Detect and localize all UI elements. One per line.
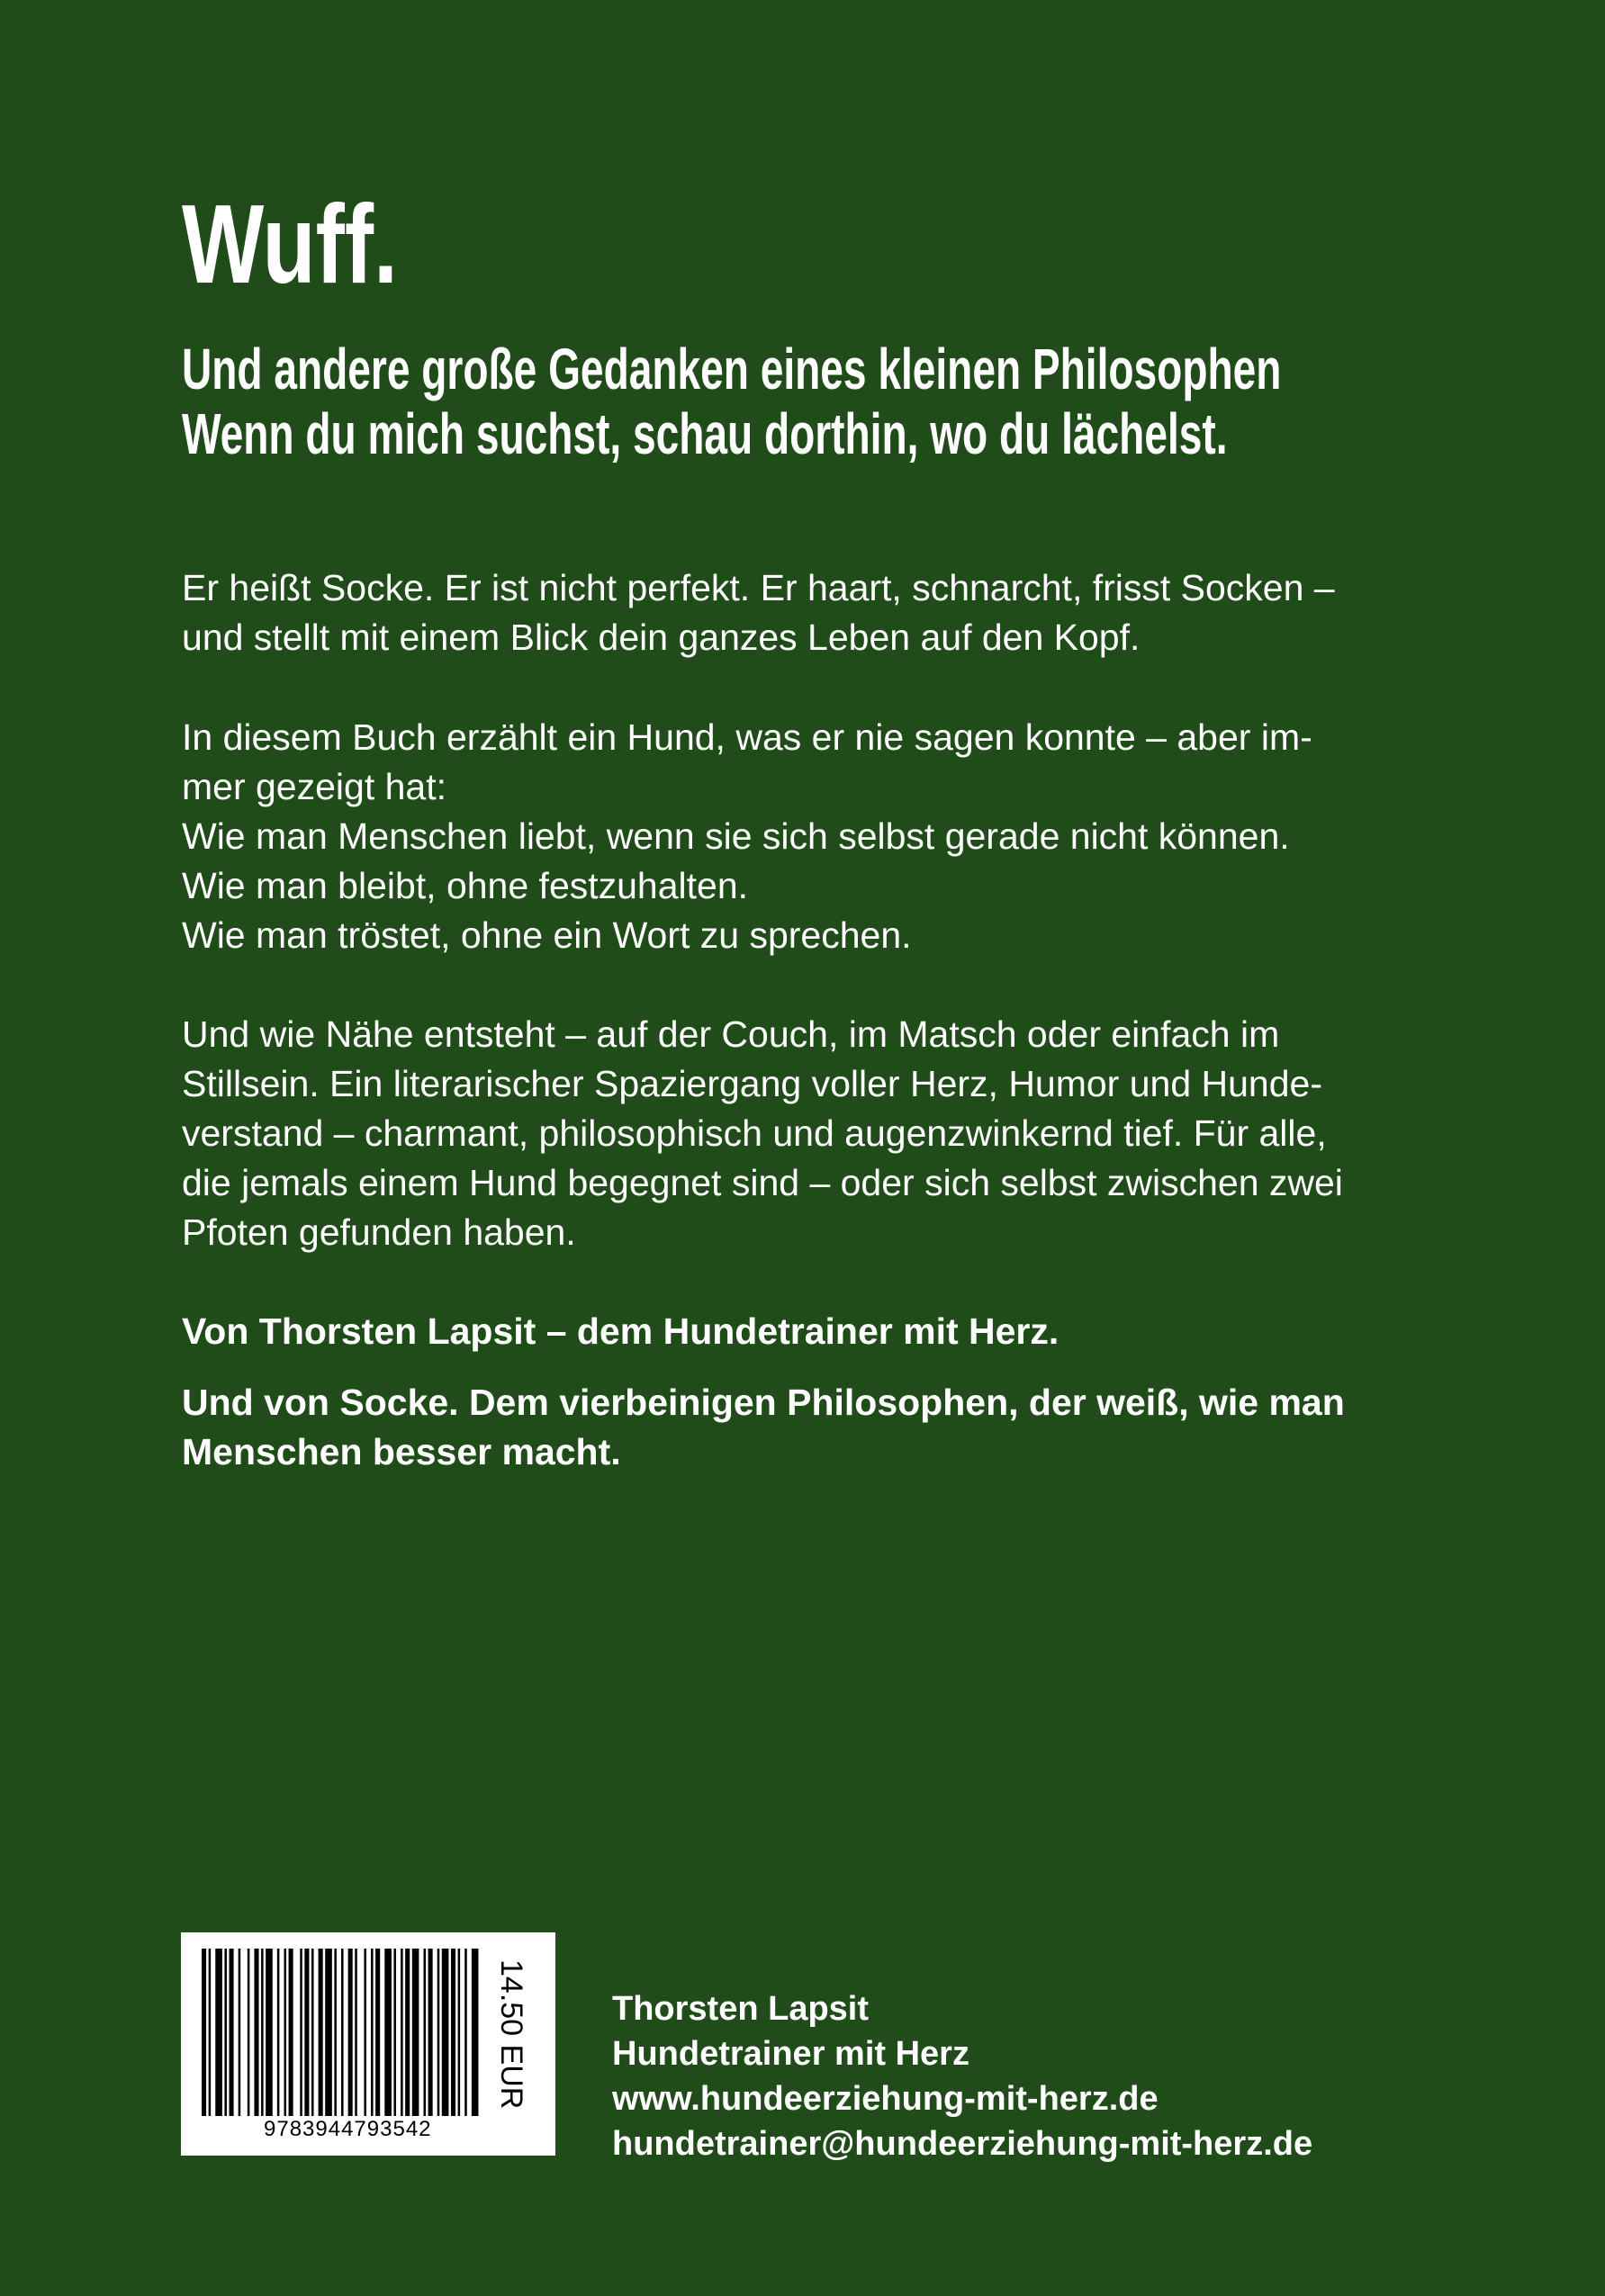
isbn-barcode bbox=[181, 1932, 555, 2156]
contact-email: hundetrainer@hundeerziehung-mit-herz.de bbox=[612, 2125, 1313, 2163]
barcode-bar bbox=[341, 1949, 344, 2116]
blurb-line: Stillsein. Ein literarischer Spaziergang voller Herz, Humor und Hunde- bbox=[182, 1063, 1322, 1104]
barcode-bar bbox=[277, 1949, 280, 2116]
barcode-bar bbox=[254, 1949, 258, 2116]
blurb-line: In diesem Buch erzählt ein Hund, was er nie sagen konnte – aber im- bbox=[182, 716, 1312, 758]
blurb-line: mer gezeigt hat: bbox=[182, 766, 446, 807]
price-label bbox=[496, 1959, 532, 2130]
barcode-bar bbox=[437, 1949, 440, 2116]
barcode-bar bbox=[284, 1949, 286, 2116]
blurb-paragraph-2 bbox=[182, 713, 1460, 960]
blurb-line: Pfoten gefunden haben. bbox=[182, 1211, 576, 1253]
socke-credit-line: Und von Socke. Dem vierbeinigen Philosophen, der weiß, wie man bbox=[182, 1382, 1345, 1423]
blurb-paragraph-1 bbox=[182, 563, 1460, 662]
barcode-bar bbox=[319, 1949, 323, 2116]
book-subtitle: Und andere große Gedanken eines kleinen Philosophen bbox=[182, 337, 1282, 401]
barcode-icon bbox=[202, 1949, 481, 2116]
blurb-line: Und wie Nähe entsteht – auf der Couch, im Matsch oder einfach im bbox=[182, 1013, 1280, 1055]
barcode-bar bbox=[355, 1949, 357, 2116]
barcode-bar bbox=[266, 1949, 273, 2116]
contact-block bbox=[612, 1986, 1312, 2166]
barcode-bar bbox=[472, 1949, 479, 2116]
isbn-number: 9783944793542 bbox=[264, 2117, 432, 2141]
barcode-bar bbox=[423, 1949, 426, 2116]
barcode-bar bbox=[393, 1949, 396, 2116]
barcode-bar bbox=[442, 1949, 449, 2116]
blurb-line: Wie man Menschen liebt, wenn sie sich selbst gerade nicht können. bbox=[182, 815, 1290, 857]
barcode-bar bbox=[428, 1949, 433, 2116]
barcode-bar bbox=[239, 1949, 241, 2116]
blurb-line: Wie man bleibt, ohne festzuhalten. bbox=[182, 865, 749, 906]
socke-credit bbox=[182, 1378, 1460, 1477]
author-credit: Von Thorsten Lapsit – dem Hundetrainer mit Herz. bbox=[182, 1310, 1059, 1352]
barcode-bar bbox=[375, 1949, 380, 2116]
blurb-line: die jemals einem Hund begegnet sind – oder sich selbst zwischen zwei bbox=[182, 1162, 1343, 1203]
contact-name: Thorsten Lapsit bbox=[612, 1990, 870, 2028]
barcode-bar bbox=[371, 1949, 374, 2116]
barcode-bar bbox=[202, 1949, 206, 2116]
barcode-bar bbox=[304, 1949, 309, 2116]
contact-website: www.hundeerziehung-mit-herz.de bbox=[612, 2080, 1159, 2118]
barcode-bar bbox=[405, 1949, 410, 2116]
socke-credit-line: Menschen besser macht. bbox=[182, 1431, 621, 1472]
barcode-bar bbox=[209, 1949, 212, 2116]
blurb-line: Wie man tröstet, ohne ein Wort zu sprechen. bbox=[182, 914, 912, 956]
barcode-bar bbox=[325, 1949, 332, 2116]
book-title: Wuff. bbox=[182, 183, 398, 307]
barcode-bar bbox=[248, 1949, 250, 2116]
blurb-line: verstand – charmant, philosophisch und augenzwinkernd tief. Für alle, bbox=[182, 1112, 1327, 1154]
book-tagline: Wenn du mich suchst, schau dorthin, wo du lächelst. bbox=[182, 401, 1228, 466]
barcode-bar bbox=[401, 1949, 403, 2116]
barcode-bar bbox=[300, 1949, 302, 2116]
barcode-bar bbox=[289, 1949, 293, 2116]
contact-tagline: Hundetrainer mit Herz bbox=[612, 2035, 969, 2073]
barcode-bar bbox=[451, 1949, 455, 2116]
barcode-bar bbox=[215, 1949, 222, 2116]
blurb-line: Er heißt Socke. Er ist nicht perfekt. Er haart, schnarcht, frisst Socken – bbox=[182, 567, 1335, 608]
barcode-bar bbox=[458, 1949, 461, 2116]
price-text: 14.50 EUR bbox=[494, 1959, 528, 2110]
blurb-paragraph-3 bbox=[182, 1010, 1460, 1257]
barcode-bar bbox=[384, 1949, 392, 2116]
barcode-bar bbox=[261, 1949, 264, 2116]
barcode-bar bbox=[229, 1949, 233, 2116]
barcode-bar bbox=[364, 1949, 366, 2116]
barcode-bar bbox=[334, 1949, 337, 2116]
barcode-bar bbox=[412, 1949, 419, 2116]
barcode-bar bbox=[311, 1949, 314, 2116]
barcode-bar bbox=[224, 1949, 227, 2116]
blurb-line: und stellt mit einem Blick dein ganzes Leben auf den Kopf. bbox=[182, 617, 1141, 658]
barcode-bar bbox=[464, 1949, 467, 2116]
barcode-bar bbox=[348, 1949, 353, 2116]
